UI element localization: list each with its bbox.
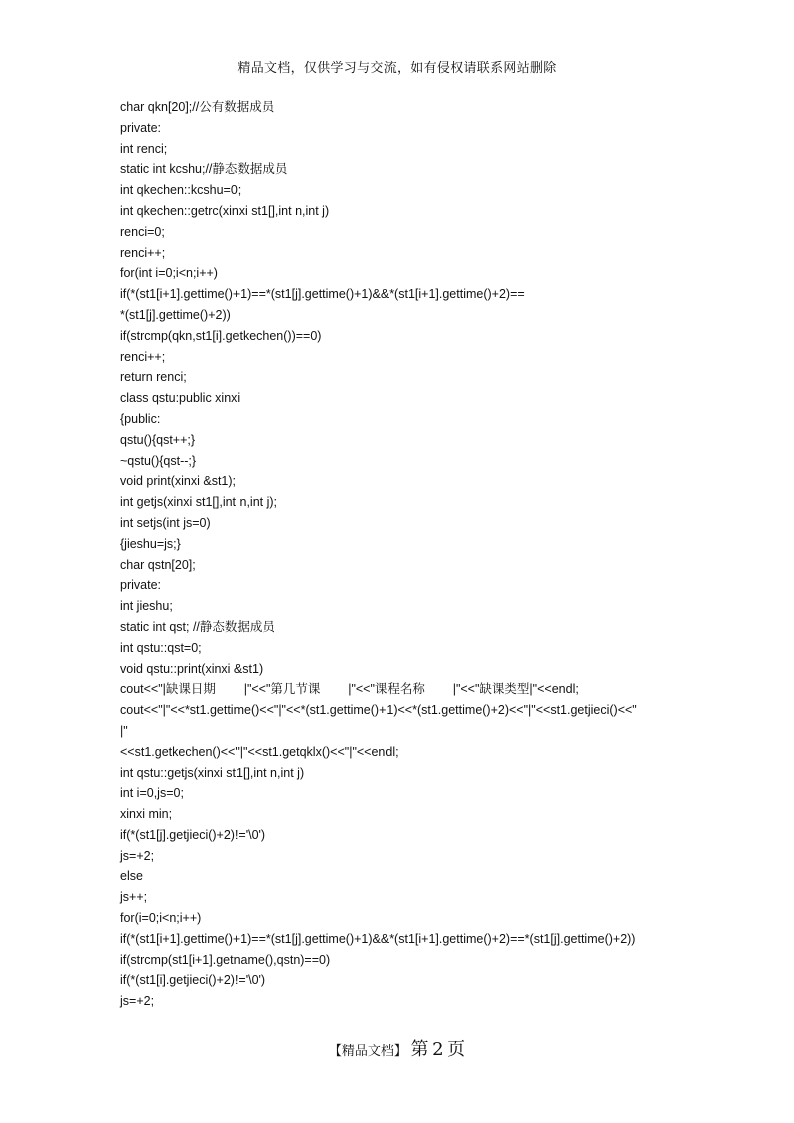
footer-page-prefix: 第	[410, 1039, 429, 1060]
code-line: if(*(st1[i+1].gettime()+1)==*(st1[j].gettime()+1)&&*(st1[i+1].gettime()+2)==	[120, 287, 525, 302]
code-line: void qstu::print(xinxi &st1)	[120, 661, 264, 676]
code-line: int renci;	[120, 141, 168, 156]
code-line: return renci;	[120, 370, 187, 385]
code-line: int qstu::getjs(xinxi st1[],int n,int j)	[120, 765, 305, 780]
code-line: if(strcmp(st1[i+1].getname(),qstn)==0)	[120, 952, 331, 967]
footer-label: 【精品文档】	[328, 1043, 407, 1058]
code-line: int qkechen::getrc(xinxi st1[],int n,int j)	[120, 203, 330, 218]
code-line: qstu(){qst++;}	[120, 432, 196, 447]
code-line: int i=0,js=0;	[120, 786, 184, 801]
code-line: {jieshu=js;}	[120, 536, 181, 551]
code-line: int qkechen::kcshu=0;	[120, 183, 242, 198]
code-line: ~qstu(){qst--;}	[120, 453, 197, 468]
code-line: |"	[120, 723, 128, 738]
code-line: char qkn[20];//公有数据成员	[120, 100, 275, 114]
page-header: 精品文档，仅供学习与交流，如有侵权请联系网站删除	[237, 60, 557, 75]
code-line: char qstn[20];	[120, 557, 196, 572]
code-line: static int kcshu;//静态数据成员	[120, 162, 288, 177]
code-line: int setjs(int js=0)	[120, 515, 211, 530]
code-line: class qstu:public xinxi	[120, 391, 241, 406]
code-line: void print(xinxi &st1);	[120, 474, 237, 489]
code-line: {public:	[120, 411, 161, 426]
code-line: else	[120, 869, 143, 884]
code-line: if(*(st1[i+1].gettime()+1)==*(st1[j].gettime()+1)&&*(st1[i+1].gettime()+2)==*(st1[j].gettime()+2))	[120, 931, 636, 946]
code-line: static int qst; //静态数据成员	[120, 619, 275, 634]
code-line: if(*(st1[i].getjieci()+2)!='\0')	[120, 973, 266, 988]
footer-page-number: 2	[432, 1039, 444, 1060]
code-line: js=+2;	[120, 994, 155, 1009]
code-listing	[120, 97, 690, 1012]
code-line: xinxi min;	[120, 807, 173, 822]
code-line: js=+2;	[120, 848, 155, 863]
code-line: cout<<"|缺课日期 |"<<"第几节课 |"<<"课程名称 |"<<"缺课类型|"<<endl;	[120, 682, 579, 697]
code-line: private:	[120, 120, 161, 135]
code-line: private:	[120, 578, 161, 593]
code-line: <<st1.getkechen()<<"|"<<st1.getqklx()<<"|"<<endl;	[120, 744, 399, 759]
code-line: int jieshu;	[120, 599, 173, 614]
code-line: for(i=0;i<n;i++)	[120, 911, 202, 926]
page-footer	[0, 1035, 794, 1061]
code-line: renci++;	[120, 245, 166, 260]
code-line: renci=0;	[120, 224, 165, 239]
footer-page-suffix: 页	[447, 1039, 466, 1060]
code-line: cout<<"|"<<*st1.gettime()<<"|"<<*(st1.gettime()+1)<<*(st1.gettime()+2)<<"|"<<st1.getjieci()<<"	[120, 703, 637, 718]
code-line: js++;	[120, 890, 148, 905]
code-line: int qstu::qst=0;	[120, 640, 202, 655]
code-line: if(strcmp(qkn,st1[i].getkechen())==0)	[120, 328, 322, 343]
code-line: *(st1[j].gettime()+2))	[120, 307, 231, 322]
code-line: for(int i=0;i<n;i++)	[120, 266, 218, 281]
code-line: int getjs(xinxi st1[],int n,int j);	[120, 495, 278, 510]
code-line: renci++;	[120, 349, 166, 364]
code-line: if(*(st1[j].getjieci()+2)!='\0')	[120, 827, 266, 842]
